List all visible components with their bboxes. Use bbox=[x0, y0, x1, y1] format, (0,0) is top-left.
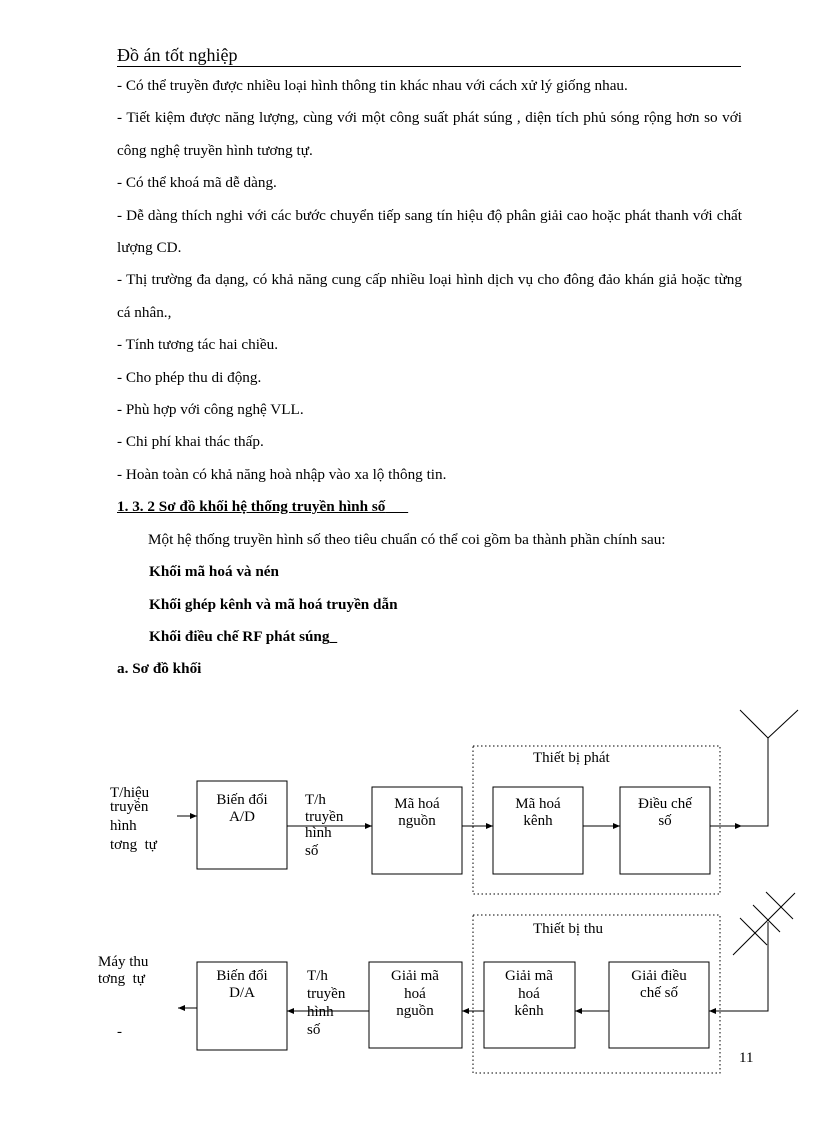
component-item-1: Khối mã hoá và nén bbox=[149, 563, 279, 581]
tx-mid-line-1: T/h bbox=[305, 792, 326, 808]
box-source-enc-line-2: nguồn bbox=[398, 813, 436, 829]
tx-mid-line-4: số bbox=[305, 843, 319, 859]
box-source-enc-line-1: Mã hoá bbox=[394, 796, 440, 812]
paragraph-9: - Chi phí khai thác thấp. bbox=[117, 433, 264, 451]
page-number: 11 bbox=[739, 1050, 754, 1066]
paragraph-10: - Hoàn toàn có khả năng hoà nhập vào xa lộ thông tin. bbox=[117, 465, 447, 483]
component-item-2: Khối ghép kênh và mã hoá truyền dẫn bbox=[149, 595, 398, 613]
box-source-dec-line-2: hoá bbox=[404, 986, 426, 1002]
section-intro: Một hệ thống truyền hình số theo tiêu chuẩn có thể coi gồm ba thành phần chính sau: bbox=[148, 530, 666, 548]
rx-output-label bbox=[98, 954, 149, 987]
paragraph-2: - Tiết kiệm được năng lượng, cùng với một công suất phát súng , diện tích phủ sóng rộng hơn so với công nghệ truyền hình tương tự. bbox=[117, 109, 742, 159]
paragraph-4: - Dễ dàng thích nghi với các bước chuyển tiếp sang tín hiệu độ phân giải cao hoặc phát thanh với chất lượng CD. bbox=[117, 206, 742, 257]
header-title: Đồ án tốt nghiệp bbox=[117, 45, 238, 65]
rx-dash-mark: - bbox=[117, 1024, 122, 1040]
box-channel-dec-line-3: kênh bbox=[514, 1003, 544, 1019]
paragraph-5: - Thị trường đa dạng, có khả năng cung cấp nhiều loại hình dịch vụ cho đông đảo khán giả hoặc từng cá nhân., bbox=[117, 271, 742, 321]
rx-mid-line-2: truyền bbox=[307, 986, 346, 1002]
tx-mid-line-3: hình bbox=[305, 825, 332, 841]
paragraph-1: - Có thể truyền được nhiều loại hình thông tin khác nhau với cách xử lý giống nhau. bbox=[117, 77, 628, 94]
rx-output-line-2: tơng tự bbox=[98, 971, 145, 987]
box-demod-line-1: Giải điều bbox=[631, 968, 687, 984]
box-da-line-1: Biến đổi bbox=[216, 968, 268, 984]
tx-input-line-3: hình bbox=[110, 818, 137, 834]
tx-input-line-2: truyền bbox=[110, 799, 149, 815]
rx-mid-label bbox=[307, 968, 346, 1038]
box-ad-line-1: Biến đổi bbox=[216, 792, 268, 808]
transmitter-group-label: Thiết bị phát bbox=[533, 750, 610, 766]
rx-output-line-1: Máy thu bbox=[98, 954, 149, 970]
tx-input-label bbox=[110, 785, 158, 853]
rx-mid-line-4: số bbox=[307, 1022, 321, 1038]
box-mod-line-1: Điều chế bbox=[638, 796, 692, 812]
box-demod-line-2: chế số bbox=[640, 985, 678, 1001]
paragraph-8: - Phù hợp với công nghệ VLL. bbox=[117, 401, 304, 419]
box-channel-enc-line-1: Mã hoá bbox=[515, 796, 561, 812]
box-channel-dec-line-2: hoá bbox=[518, 986, 540, 1002]
box-da-line-2: D/A bbox=[229, 985, 255, 1001]
receive-antenna-icon bbox=[712, 892, 795, 1011]
tx-input-line-4: tơng tự bbox=[110, 837, 157, 853]
sub-heading: a. Sơ đồ khối bbox=[117, 660, 202, 678]
box-channel-dec-line-1: Giải mã bbox=[505, 968, 553, 984]
box-ad-line-2: A/D bbox=[229, 809, 255, 825]
section-heading-text: 1. 3. 2 Sơ đồ khối hệ thống truyền hình số bbox=[117, 498, 386, 516]
paragraph-3: - Có thể khoá mã dễ dàng. bbox=[117, 174, 277, 192]
tx-input-line-1: T/hiệu bbox=[110, 785, 150, 801]
box-mod-line-2: số bbox=[658, 813, 672, 829]
box-source-dec-line-1: Giải mã bbox=[391, 968, 439, 984]
rx-mid-line-1: T/h bbox=[307, 968, 328, 984]
rx-mid-line-3: hình bbox=[307, 1004, 334, 1020]
component-item-3: Khối điều chế RF phát súng_ bbox=[149, 627, 338, 645]
transmit-antenna-icon bbox=[740, 710, 798, 826]
box-channel-enc-line-2: kênh bbox=[523, 813, 553, 829]
paragraph-7: - Cho phép thu di động. bbox=[117, 368, 262, 386]
tx-mid-line-2: truyền bbox=[305, 809, 344, 825]
paragraph-6: - Tính tương tác hai chiều. bbox=[117, 336, 279, 354]
box-source-dec-line-3: nguồn bbox=[396, 1003, 434, 1019]
receiver-group-label: Thiết bị thu bbox=[533, 921, 603, 937]
